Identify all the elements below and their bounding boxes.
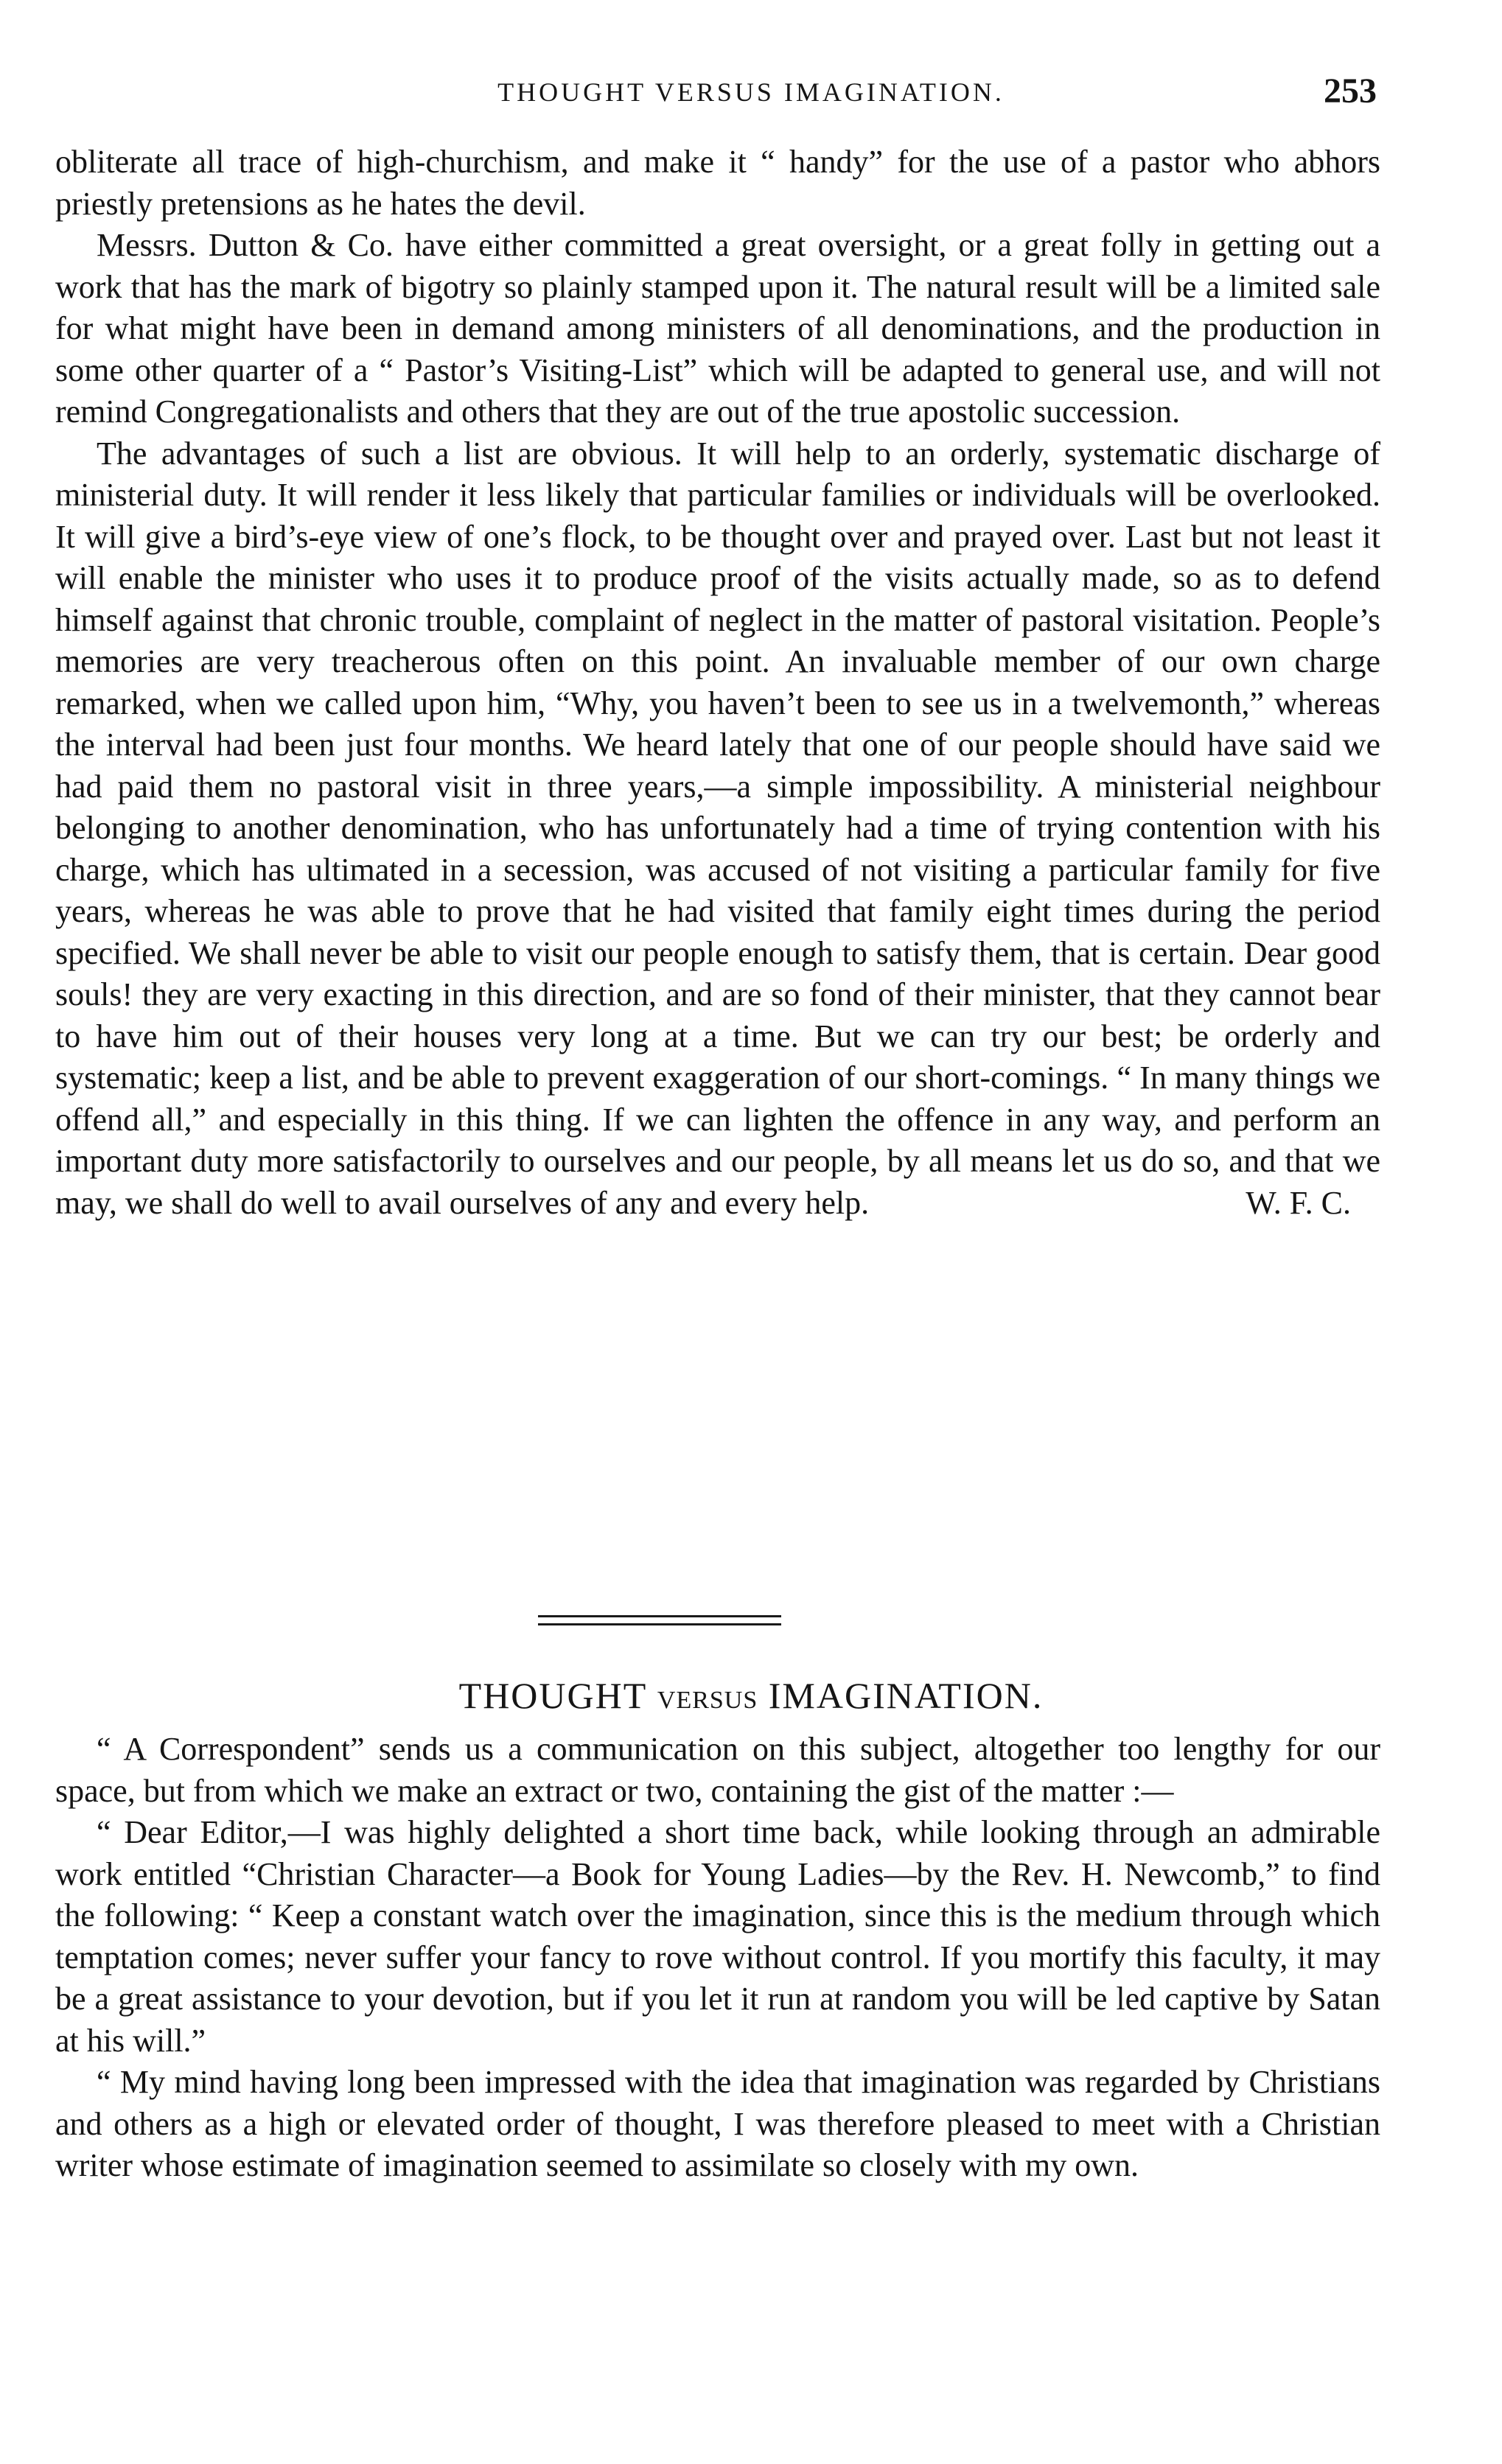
running-title: THOUGHT VERSUS IMAGINATION. <box>497 77 1005 107</box>
paragraph: obliterate all trace of high-churchism, and make it “ handy” for the use of a pastor who abhors priestly pretensions as he hates the devil. <box>55 144 1380 222</box>
section-title <box>0 1674 1502 1717</box>
section-divider <box>538 1615 781 1625</box>
author-signature: W. F. C. <box>1246 1184 1351 1221</box>
page-number: 253 <box>1324 71 1377 111</box>
paragraph: “ Dear Editor,—I was highly delighted a short time back, while looking through an admirable work entitled “Christian Character—a Book for Young Ladies—by the Rev. H. Newcomb,” to find the following: “ Keep a constant watch over the imagination, since this is the medium through which temptation comes; never suffer your fancy to rove without control. If you mortify this faculty, it may be a great assistance to your devotion, but if you let it run at random you will be led captive by Satan at his will.” <box>55 1814 1380 2059</box>
paragraph: “ My mind having long been impressed with the idea that imagination was regarded by Christians and others as a high or elevated order of thought, I was therefore pleased to meet with a Christian writer whose estimate of imagination seemed to assimilate so closely with my own. <box>55 2064 1380 2183</box>
article-thought-versus-imagination <box>55 1729 1380 2187</box>
running-head <box>0 71 1502 115</box>
paragraph: Messrs. Dutton & Co. have either committed a great oversight, or a great folly in getting out a work that has the mark of bigotry so plainly stamped upon it. The natural result will be a limited sale for what might have been in demand among ministers of all denominations, and the production in some other quarter of a “ Pastor’s Visiting-List” which will be adapted to general use, and will not remind Congregationalists and others that they are out of the true apostolic succession. <box>55 227 1380 430</box>
paragraph: “ A Correspondent” sends us a communication on this subject, altogether too lengthy for our space, but from which we make an extract or two, containing the gist of the matter :— <box>55 1731 1380 1809</box>
paragraph: The advantages of such a list are obvious. It will help to an orderly, systematic discharge of ministerial duty. It will render it less likely that particular families or individuals will be overlooked. It will give a bird’s-eye view of one’s flock, to be thought over and prayed over. Last but not least it will enable the minister who uses it to produce proof of the visits actually made, so as to defend himself against that chronic trouble, complaint of neglect in the matter of pastoral visitation. People’s memories are very treacherous often on this point. An invaluable member of our own charge remarked, when we called upon him, “Why, you haven’t been to see us in a twelvemonth,” whereas the interval had been just four months. We heard lately that one of our people should have said we had paid them no pastoral visit in three years,—a simple impossibility. A ministerial neighbour belonging to another denomination, who has unfortunately had a time of trying contention with his charge, which has ultimated in a secession, was accused of not visiting a particular family for five years, whereas he was able to prove that he had visited that family eight times during the period specified. We shall never be able to visit our people enough to satisfy them, that is certain. Dear good souls! they are very exacting in this direction, and are so fond of their minister, that they cannot bear to have him out of their houses very long at a time. But we can try our best; be orderly and systematic; keep a list, and be able to prevent exaggeration of our short-comings. “ In many things we offend all,” and especially in this thing. If we can lighten the offence in any way, and perform an important duty more satisfactorily to ourselves and our people, by all means let us do so, and that we may, we shall do well to avail ourselves of any and every help. <box>55 435 1380 1221</box>
section-title-part: IMAGINATION. <box>758 1675 1044 1716</box>
article-pastors-visiting-list <box>55 141 1380 1224</box>
section-title-part: THOUGHT <box>458 1675 657 1716</box>
section-title-versus: VERSUS <box>657 1687 758 1714</box>
